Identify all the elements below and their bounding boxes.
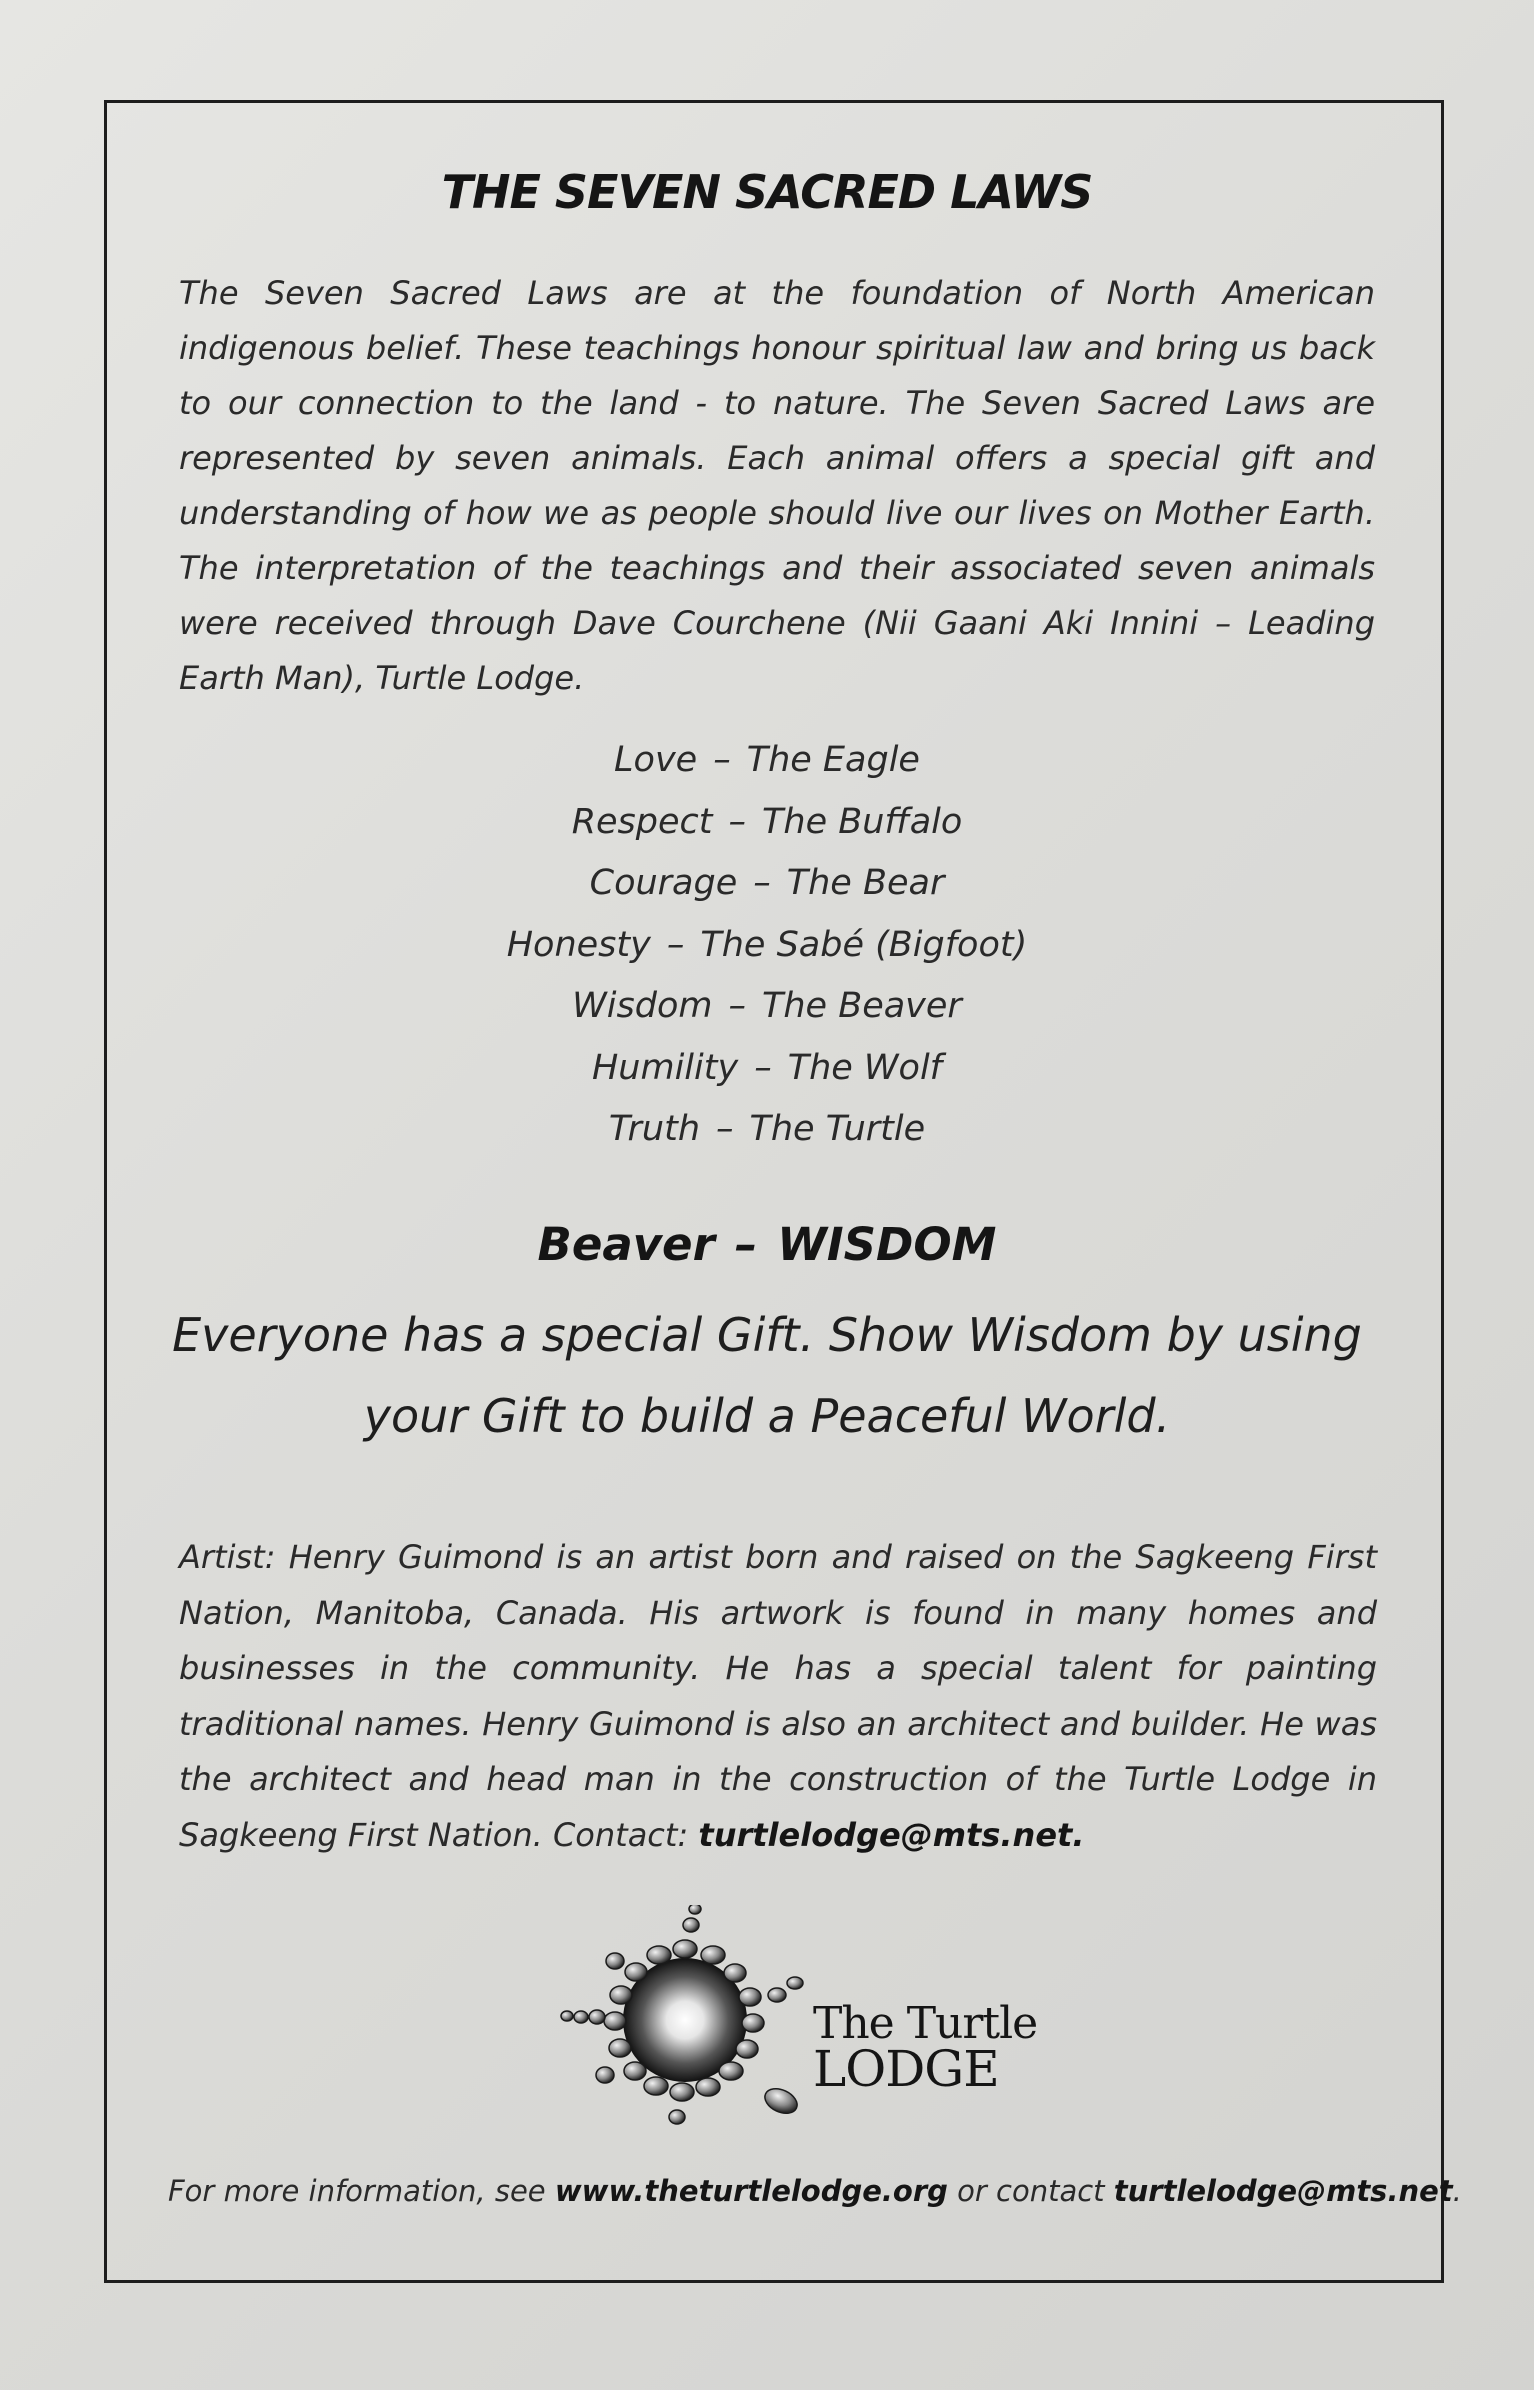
- featured-quote-line1: Everyone has a special Gift. Show Wisdom by using: [172, 1308, 1362, 1362]
- logo-line2: LODGE: [813, 2040, 999, 2098]
- law-animal: The Wolf: [787, 1047, 942, 1088]
- footer-prefix: For more information, see: [168, 2174, 555, 2208]
- law-animal: The Turtle: [749, 1109, 926, 1149]
- artist-contact-email: turtlelodge@mts.net.: [698, 1815, 1085, 1854]
- law-animal: The Eagle: [746, 740, 920, 780]
- artist-text: Artist: Henry Guimond is an artist born and raised on the Sagkeeng First Nation, Manitoba, Canada. His artwork is found in many homes and businesses in the community. He has a special talent for painting traditional names. Henry Guimond is also an architect and builder. He was the architect and head man in the construction of the Turtle Lodge in Sagkeeng First Nation. Contact:: [179, 1538, 1377, 1854]
- law-separator: –: [666, 924, 685, 965]
- law-virtue: Love: [614, 740, 698, 780]
- law-item: [0, 730, 1534, 792]
- featured-animal: Beaver: [537, 1218, 715, 1271]
- footer-email-link[interactable]: turtlelodge@mts.net: [1113, 2174, 1453, 2208]
- law-item: [0, 1038, 1534, 1100]
- law-animal: The Bear: [786, 863, 945, 903]
- law-separator: –: [753, 863, 771, 903]
- page-title: THE SEVEN SACRED LAWS: [441, 165, 1093, 219]
- law-separator: –: [713, 740, 731, 780]
- law-item: [0, 853, 1534, 915]
- turtle-lodge-logo-text: [813, 1998, 1038, 2098]
- law-virtue: Truth: [608, 1109, 700, 1149]
- artist-paragraph: [179, 1530, 1377, 1863]
- law-animal: The Beaver: [761, 986, 962, 1026]
- laws-list: [0, 730, 1534, 1161]
- law-item: [0, 792, 1534, 854]
- footer-middle: or contact: [947, 2174, 1114, 2208]
- law-virtue: Courage: [589, 863, 738, 903]
- law-animal: The Buffalo: [762, 801, 963, 842]
- law-separator: –: [728, 986, 746, 1026]
- featured-heading: [0, 1218, 1534, 1271]
- featured-quote: [0, 1295, 1534, 1457]
- intro-paragraph: The Seven Sacred Laws are at the foundation of North American indigenous belief. These teachings honour spiritual law and bring us back to our connection to the land - to nature. The Seven Sacred Laws are represented by seven animals. Each animal offers a special gift and understanding of how we as people should live our lives on Mother Earth. The interpretation of the teachings and their associated seven animals were received through Dave Courchene (Nii Gaani Aki Innini – Leading Earth Man), Turtle Lodge.: [179, 274, 1375, 697]
- law-separator: –: [728, 801, 747, 842]
- footer-info: [168, 2174, 1462, 2208]
- law-separator: –: [754, 1047, 772, 1088]
- featured-virtue: WISDOM: [777, 1218, 997, 1271]
- law-virtue: Humility: [591, 1047, 739, 1088]
- featured-separator: –: [734, 1218, 758, 1271]
- logo-line1: The Turtle: [813, 1998, 1038, 2049]
- law-animal: The Sabé (Bigfoot): [700, 924, 1028, 965]
- law-item: [0, 976, 1534, 1038]
- law-virtue: Honesty: [506, 924, 651, 965]
- featured-quote-line2: your Gift to build a Peaceful World.: [363, 1389, 1171, 1443]
- law-virtue: Respect: [571, 801, 713, 842]
- law-item: [0, 1099, 1534, 1161]
- law-item: [0, 915, 1534, 977]
- law-separator: –: [716, 1109, 734, 1149]
- footer-suffix: .: [1452, 2174, 1462, 2208]
- footer-website-link[interactable]: www.theturtlelodge.org: [554, 2174, 948, 2208]
- law-virtue: Wisdom: [572, 986, 713, 1026]
